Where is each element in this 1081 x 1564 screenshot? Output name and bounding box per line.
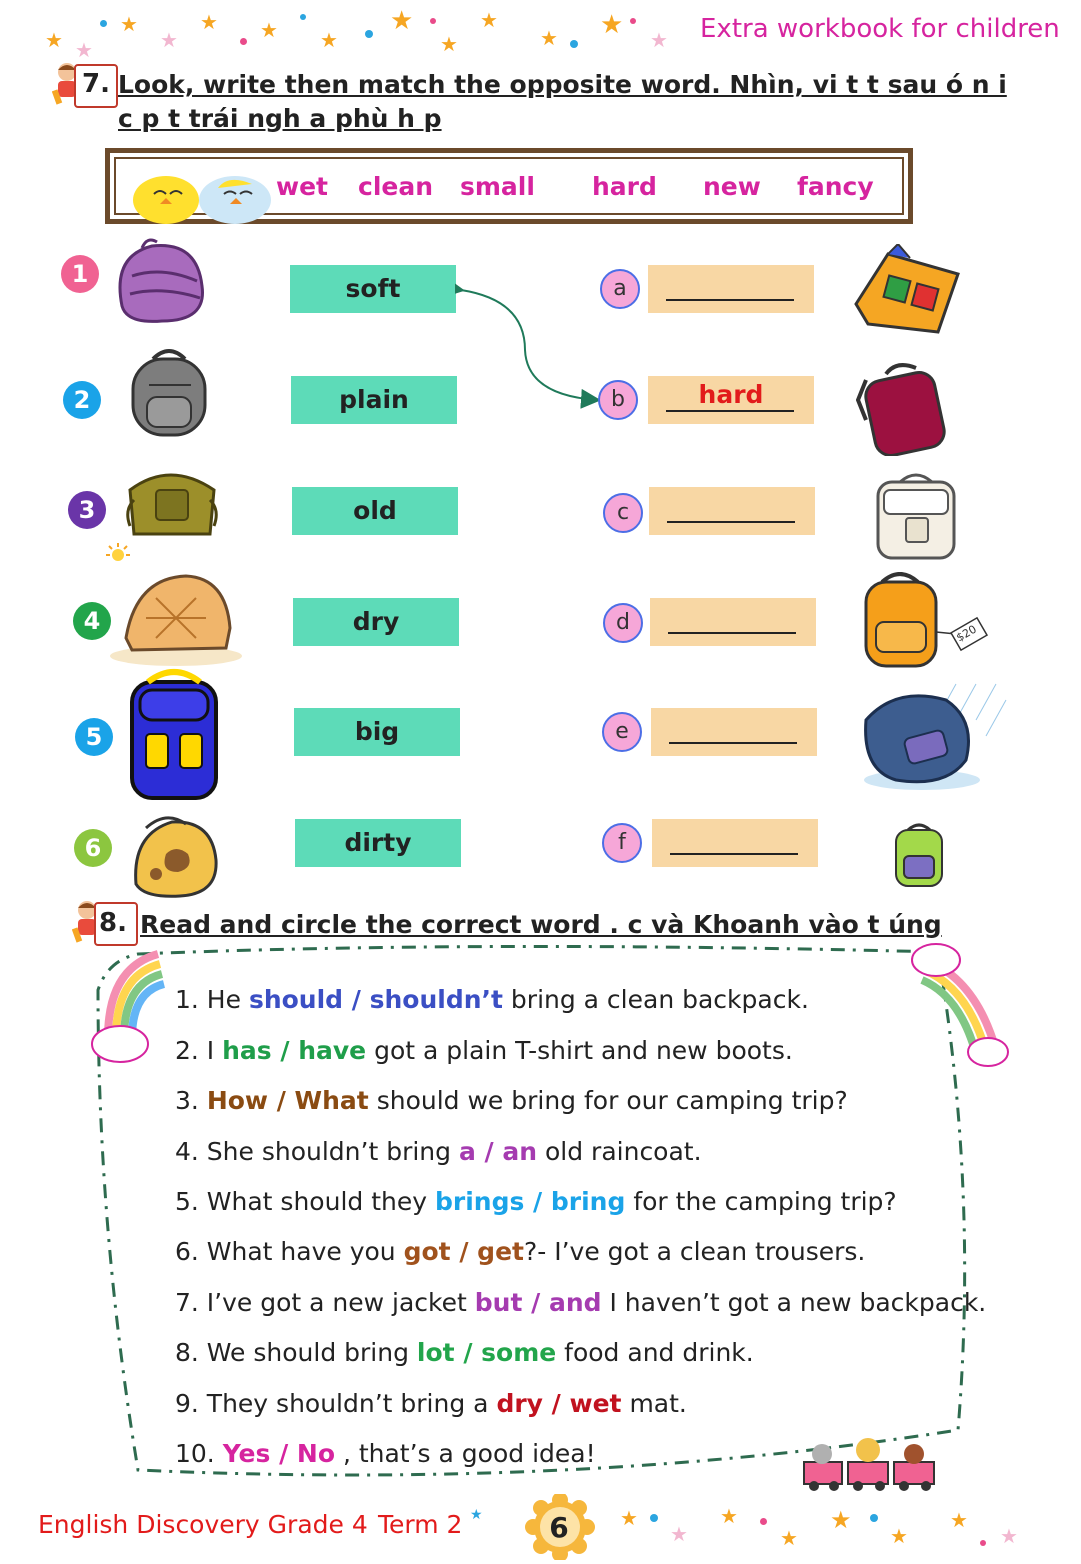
letter-f: f bbox=[602, 823, 642, 863]
choice-5[interactable]: brings / bring bbox=[434, 1187, 626, 1216]
choice-7[interactable]: but / and bbox=[474, 1288, 602, 1317]
toy-train-image bbox=[800, 1428, 940, 1498]
exercise-8-title: Read and circle the correct word . c và Khoanh vào t úng bbox=[140, 910, 942, 939]
row-number-5: 5 bbox=[75, 718, 113, 756]
choice-10[interactable]: Yes / No bbox=[222, 1439, 335, 1468]
exercise-7-title-line1: Look, write then match the opposite word. Nhìn, vi t t sau ó n i bbox=[118, 70, 1007, 99]
letter-d: d bbox=[603, 603, 643, 643]
new-backpack-image bbox=[860, 572, 992, 672]
answer-box-e[interactable] bbox=[651, 708, 817, 756]
exercise-7-title-line2: c p t trái ngh a phù h p bbox=[118, 104, 442, 133]
sentence-10: 10. Yes / No , that’s a good idea! bbox=[175, 1439, 596, 1468]
answer-box-b[interactable] bbox=[648, 376, 814, 424]
chicks-icon bbox=[130, 166, 272, 230]
sentence-1: 1. He should / shouldn’t bring a clean backpack. bbox=[175, 985, 809, 1014]
sentence-7: 7. I’ve got a new jacket but / and I haven’t got a new backpack. bbox=[175, 1288, 987, 1317]
sentence-2: 2. I has / have got a plain T-shirt and new boots. bbox=[175, 1036, 793, 1065]
bank-word-5: new bbox=[703, 172, 761, 201]
exercise-7-number-box bbox=[74, 64, 118, 108]
answer-box-f[interactable] bbox=[652, 819, 818, 867]
sentence-4: 4. She shouldn’t bring a / an old raincoat. bbox=[175, 1137, 702, 1166]
sentence-6: 6. What have you got / get?- I’ve got a clean trousers. bbox=[175, 1237, 866, 1266]
hard-suitcase-image bbox=[856, 360, 956, 460]
answer-box-a[interactable] bbox=[648, 265, 814, 313]
exercise-7-title bbox=[118, 68, 1007, 136]
word-box-plain: plain bbox=[291, 376, 457, 424]
answer-box-c[interactable] bbox=[649, 487, 815, 535]
choice-1[interactable]: should / shouldn’t bbox=[248, 985, 503, 1014]
bank-word-3: small bbox=[460, 172, 535, 201]
letter-e: e bbox=[602, 712, 642, 752]
workbook-brand: Extra workbook for children bbox=[700, 14, 1060, 44]
letter-a: a bbox=[600, 269, 640, 309]
small-backpack-image bbox=[890, 820, 952, 892]
sentence-8: 8. We should bring lot / some food and drink. bbox=[175, 1338, 754, 1367]
rainbow-cloud-left bbox=[88, 948, 168, 1072]
clean-backpack-image bbox=[870, 470, 964, 566]
soft-backpack-image bbox=[102, 236, 218, 330]
dirty-backpack-image bbox=[126, 814, 222, 902]
fancy-backpack-image bbox=[848, 244, 970, 342]
answer-box-d[interactable] bbox=[650, 598, 816, 646]
choice-2[interactable]: has / have bbox=[222, 1036, 367, 1065]
bank-word-6: fancy bbox=[797, 172, 874, 201]
old-backpack-image bbox=[120, 460, 224, 544]
sentence-5: 5. What should they brings / bring for the camping trip? bbox=[175, 1187, 897, 1216]
choice-9[interactable]: dry / wet bbox=[496, 1389, 622, 1418]
price-tag: $20 bbox=[954, 622, 979, 645]
word-box-soft: soft bbox=[290, 265, 456, 313]
row-number-3: 3 bbox=[68, 491, 106, 529]
exercise-7-number: 7. bbox=[82, 69, 110, 99]
row-number-2: 2 bbox=[63, 381, 101, 419]
word-box-dry: dry bbox=[293, 598, 459, 646]
plain-backpack-image bbox=[125, 345, 217, 443]
row-number-1: 1 bbox=[61, 255, 99, 293]
rainbow-cloud-right bbox=[906, 940, 1010, 1074]
footer-term: Term 2 bbox=[378, 1510, 463, 1539]
letter-b: b bbox=[598, 380, 638, 420]
match-arrow bbox=[455, 280, 605, 414]
word-box-big: big bbox=[294, 708, 460, 756]
choice-8[interactable]: lot / some bbox=[416, 1338, 557, 1367]
footer-book-title: English Discovery Grade 4 bbox=[38, 1510, 368, 1539]
choice-6[interactable]: got / get bbox=[403, 1237, 524, 1266]
wet-backpack-image bbox=[856, 680, 1012, 798]
word-box-dirty: dirty bbox=[295, 819, 461, 867]
bank-word-1: wet bbox=[276, 172, 329, 201]
page-number: 6 bbox=[549, 1511, 569, 1544]
word-box-old: old bbox=[292, 487, 458, 535]
big-backpack-image bbox=[126, 668, 222, 806]
answer-b: hard bbox=[698, 380, 764, 409]
row-number-4: 4 bbox=[73, 602, 111, 640]
sentence-3: 3. How / What should we bring for our camping trip? bbox=[175, 1086, 848, 1115]
bank-word-2: clean bbox=[358, 172, 434, 201]
dry-backpack-image bbox=[106, 568, 242, 672]
bank-word-4: hard bbox=[592, 172, 657, 201]
choice-4[interactable]: a / an bbox=[458, 1137, 538, 1166]
sentence-9: 9. They shouldn’t bring a dry / wet mat. bbox=[175, 1389, 687, 1418]
exercise-8-number: 8. bbox=[99, 908, 127, 938]
letter-c: c bbox=[603, 493, 643, 533]
row-number-6: 6 bbox=[74, 829, 112, 867]
choice-3[interactable]: How / What bbox=[206, 1086, 369, 1115]
